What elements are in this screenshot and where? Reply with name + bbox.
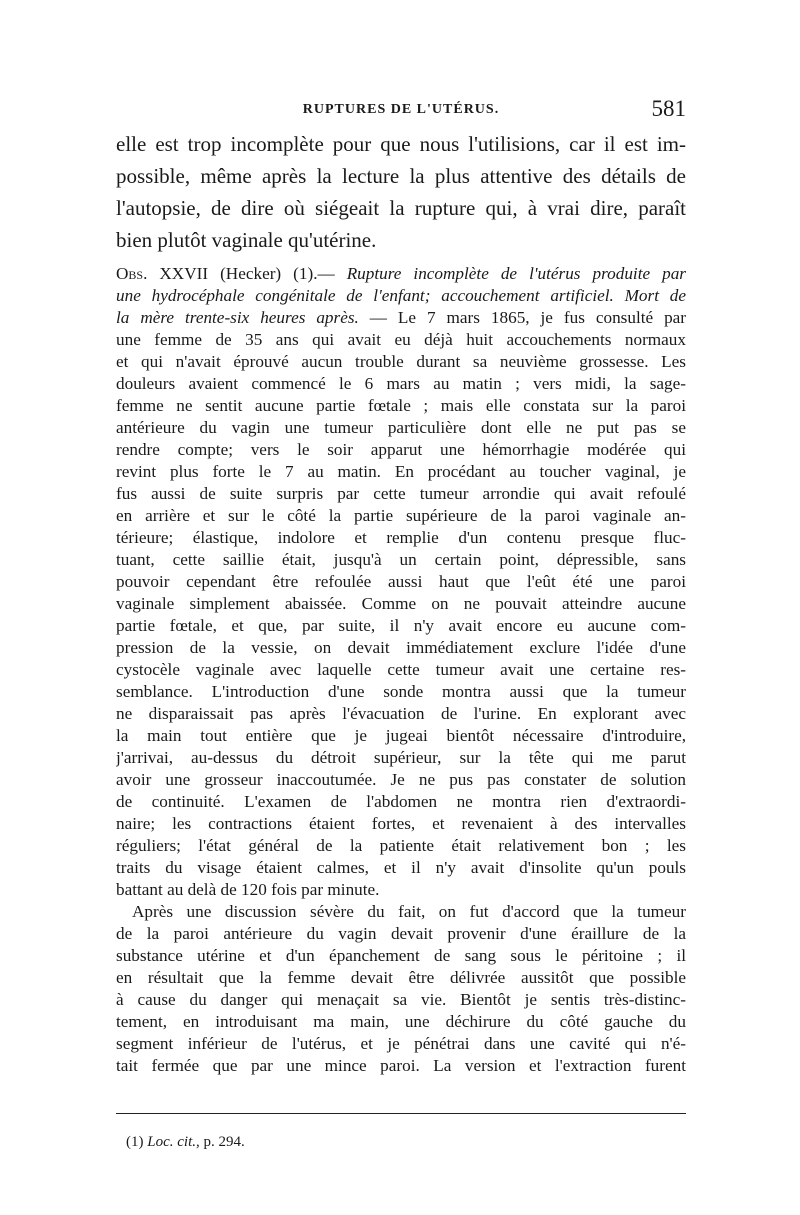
text-line: avoir une grosseur inaccoutumée. Je ne pus pas constater de solution — [116, 770, 686, 789]
text-line: à cause du danger qui menaçait sa vie. Bientôt je sentis très-distinc- — [116, 990, 686, 1009]
text-line: segment inférieur de l'utérus, et je pénétrai dans une cavité qui n'é- — [116, 1034, 686, 1053]
text-line: tait fermée que par une mince paroi. La version et l'extraction furent — [116, 1056, 686, 1075]
text-line: de la paroi antérieure du vagin devait provenir d'une éraillure de la — [116, 924, 686, 943]
observation-title-line: la mère trente-six heures après. — Le 7 mars 1865, je fus consulté par — [116, 308, 686, 327]
text-line: femme ne sentit aucune partie fœtale ; mais elle constata sur la paroi — [116, 396, 686, 415]
text-line: tement, en introduisant ma main, une déchirure du côté gauche du — [116, 1012, 686, 1031]
text-line: en arrière et sur le côté la partie supérieure de la paroi vaginale an- — [116, 506, 686, 525]
text-line: en résultait que la femme devait être délivrée aussitôt que possible — [116, 968, 686, 987]
observation-author: (Hecker) (1).— — [208, 264, 347, 283]
running-title: RUPTURES DE L'UTÉRUS. — [302, 102, 500, 117]
text-line: pouvoir cependant être refoulée aussi haut que l'eût été une paroi — [116, 572, 686, 591]
text-line: naire; les contractions étaient fortes, et revenaient à des intervalles — [116, 814, 686, 833]
observation-title-line: une hydrocéphale congénitale de l'enfant; accouchement artificiel. Mort de — [116, 286, 686, 305]
page-number: 581 — [651, 96, 686, 121]
text-line: réguliers; l'état général de la patiente était relativement bon ; les — [116, 836, 686, 855]
text-line: vaginale simplement abaissée. Comme on ne pouvait atteindre aucune — [116, 594, 686, 613]
text-line: tuant, cette saillie était, jusqu'à un certain point, dépressible, sans — [116, 550, 686, 569]
text-line: l'autopsie, de dire où siégeait la rupture qui, à vrai dire, paraît — [116, 196, 686, 220]
page-header — [116, 96, 686, 126]
text-line: une femme de 35 ans qui avait eu déjà huit accouchements normaux — [116, 330, 686, 349]
text-line: revint plus forte le 7 au matin. En procédant au toucher vaginal, je — [116, 462, 686, 481]
text-line: bien plutôt vaginale qu'utérine. — [116, 228, 377, 252]
text-line: fus aussi de suite surpris par cette tumeur arrondie qui avait refoulé — [116, 484, 686, 503]
observation-title: Rupture incomplète de l'utérus produite par — [346, 264, 686, 283]
text-line: antérieure du vagin une tumeur particulière dont elle ne put pas se — [116, 418, 686, 437]
footnote: (1) Loc. cit., p. 294. — [126, 1134, 245, 1150]
text-line: pression de la vessie, on devait immédiatement exclure l'idée d'une — [116, 638, 686, 657]
text-line: térieure; élastique, indolore et remplie d'un contenu presque fluc- — [116, 528, 686, 547]
text-line: traits du visage étaient calmes, et il n'y avait d'insolite qu'un pouls — [116, 858, 686, 877]
text-line: partie fœtale, et que, par suite, il n'y avait encore eu aucune com- — [116, 616, 686, 635]
text-line: et qui n'avait éprouvé aucun trouble durant sa neuvième grossesse. Les — [116, 352, 686, 371]
text-line: Après une discussion sévère du fait, on fut d'accord que la tumeur — [132, 902, 686, 921]
text-line: ne disparaissait pas après l'évacuation de l'urine. En explorant avec — [116, 704, 686, 723]
text-line: rendre compte; vers le soir apparut une hémorrhagie modérée qui — [116, 440, 686, 459]
observation-label: Obs. XXVII — [116, 264, 209, 283]
text-line: j'arrivai, au-dessus du détroit supérieur, sur la tête qui me parut — [116, 748, 686, 767]
text-line: possible, même après la lecture la plus attentive des détails de — [116, 164, 686, 188]
text-line: de continuité. L'examen de l'abdomen ne montra rien d'extraordi- — [116, 792, 686, 811]
text-line: cystocèle vaginale avec laquelle cette tumeur avait une certaine res- — [116, 660, 686, 679]
text-line: la main tout entière que je jugeai bientôt nécessaire d'introduire, — [116, 726, 686, 745]
text-line: battant au delà de 120 fois par minute. — [116, 880, 380, 899]
text-line: substance utérine et d'un épanchement de sang sous le péritoine ; il — [116, 946, 686, 965]
observation-heading — [116, 262, 686, 286]
text-line: douleurs avaient commencé le 6 mars au matin ; vers midi, la sage- — [116, 374, 686, 393]
text-line: elle est trop incomplète pour que nous l'utilisions, car il est im- — [116, 132, 686, 156]
text-line: semblance. L'introduction d'une sonde montra aussi que la tumeur — [116, 682, 686, 701]
footnote-divider — [116, 1113, 686, 1114]
